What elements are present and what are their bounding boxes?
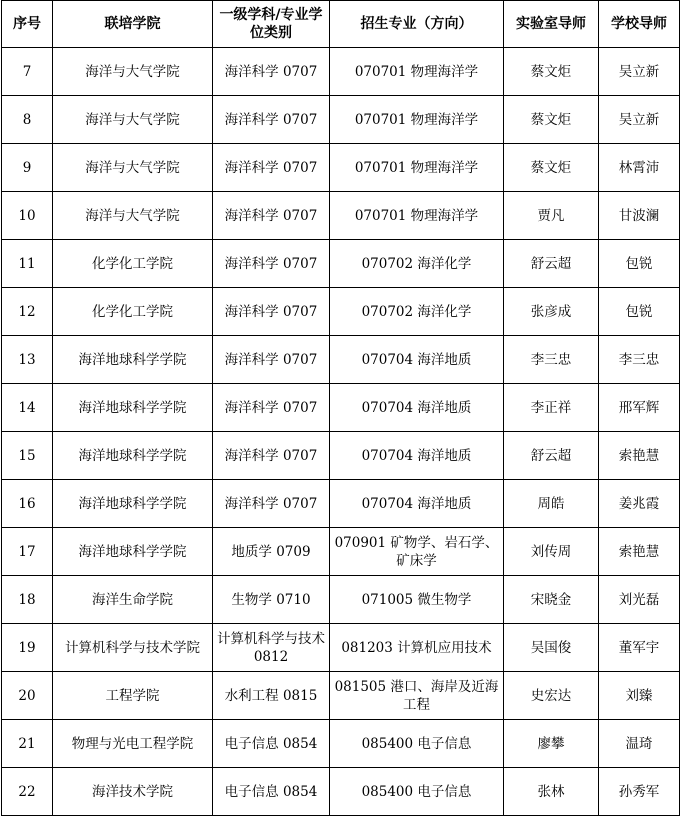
table-row (2, 720, 680, 768)
header-seq: 序号 (2, 1, 53, 48)
cell-discipline: 海洋科学 0707 (213, 192, 330, 240)
cell-lab-supervisor: 李正祥 (504, 384, 599, 432)
cell-lab-supervisor: 蔡文炬 (504, 48, 599, 96)
cell-seq: 10 (2, 192, 53, 240)
cell-school-supervisor: 邢军辉 (599, 384, 680, 432)
table-row (2, 480, 680, 528)
cell-seq: 16 (2, 480, 53, 528)
cell-school-supervisor: 董军宇 (599, 624, 680, 672)
table-row (2, 768, 680, 816)
cell-lab-supervisor: 贾凡 (504, 192, 599, 240)
cell-college: 海洋地球科学学院 (53, 480, 213, 528)
cell-lab-supervisor: 廖攀 (504, 720, 599, 768)
cell-school-supervisor: 索艳慧 (599, 528, 680, 576)
table-row (2, 672, 680, 720)
cell-major: 081203 计算机应用技术 (330, 624, 504, 672)
cell-college: 计算机科学与技术学院 (53, 624, 213, 672)
table-row (2, 144, 680, 192)
table-row (2, 48, 680, 96)
cell-seq: 15 (2, 432, 53, 480)
header-major: 招生专业（方向） (330, 1, 504, 48)
cell-lab-supervisor: 蔡文炬 (504, 96, 599, 144)
cell-college: 海洋地球科学学院 (53, 432, 213, 480)
cell-major: 081505 港口、海岸及近海工程 (330, 672, 504, 720)
cell-school-supervisor: 吴立新 (599, 48, 680, 96)
table-row (2, 576, 680, 624)
cell-lab-supervisor: 宋晓金 (504, 576, 599, 624)
cell-school-supervisor: 索艳慧 (599, 432, 680, 480)
cell-college: 工程学院 (53, 672, 213, 720)
cell-discipline: 海洋科学 0707 (213, 144, 330, 192)
table-row (2, 96, 680, 144)
cell-major: 070704 海洋地质 (330, 384, 504, 432)
cell-school-supervisor: 李三忠 (599, 336, 680, 384)
cell-college: 海洋地球科学学院 (53, 384, 213, 432)
cell-college: 海洋与大气学院 (53, 96, 213, 144)
cell-major: 070702 海洋化学 (330, 240, 504, 288)
cell-discipline: 电子信息 0854 (213, 720, 330, 768)
table-row (2, 624, 680, 672)
supervisor-table (1, 0, 680, 816)
cell-major: 070701 物理海洋学 (330, 96, 504, 144)
table-row (2, 528, 680, 576)
cell-seq: 14 (2, 384, 53, 432)
header-college: 联培学院 (53, 1, 213, 48)
cell-seq: 22 (2, 768, 53, 816)
cell-seq: 13 (2, 336, 53, 384)
cell-school-supervisor: 包锐 (599, 240, 680, 288)
table-row (2, 192, 680, 240)
cell-discipline: 海洋科学 0707 (213, 288, 330, 336)
cell-discipline: 计算机科学与技术 0812 (213, 624, 330, 672)
cell-major: 085400 电子信息 (330, 768, 504, 816)
cell-college: 海洋与大气学院 (53, 192, 213, 240)
cell-major: 071005 微生物学 (330, 576, 504, 624)
cell-discipline: 水利工程 0815 (213, 672, 330, 720)
cell-major: 070701 物理海洋学 (330, 144, 504, 192)
cell-discipline: 海洋科学 0707 (213, 336, 330, 384)
cell-major: 070901 矿物学、岩石学、矿床学 (330, 528, 504, 576)
cell-lab-supervisor: 张彦成 (504, 288, 599, 336)
cell-college: 海洋地球科学学院 (53, 336, 213, 384)
cell-college: 化学化工学院 (53, 288, 213, 336)
cell-discipline: 海洋科学 0707 (213, 432, 330, 480)
cell-school-supervisor: 孙秀军 (599, 768, 680, 816)
cell-college: 化学化工学院 (53, 240, 213, 288)
cell-discipline: 海洋科学 0707 (213, 48, 330, 96)
cell-major: 070701 物理海洋学 (330, 48, 504, 96)
cell-seq: 17 (2, 528, 53, 576)
cell-lab-supervisor: 蔡文炬 (504, 144, 599, 192)
cell-lab-supervisor: 舒云超 (504, 432, 599, 480)
table-row (2, 384, 680, 432)
cell-lab-supervisor: 刘传周 (504, 528, 599, 576)
cell-major: 070704 海洋地质 (330, 480, 504, 528)
cell-discipline: 电子信息 0854 (213, 768, 330, 816)
cell-seq: 11 (2, 240, 53, 288)
cell-seq: 12 (2, 288, 53, 336)
header-discipline: 一级学科/专业学位类别 (213, 1, 330, 48)
cell-college: 海洋与大气学院 (53, 48, 213, 96)
cell-seq: 21 (2, 720, 53, 768)
cell-discipline: 地质学 0709 (213, 528, 330, 576)
cell-lab-supervisor: 吴国俊 (504, 624, 599, 672)
cell-school-supervisor: 吴立新 (599, 96, 680, 144)
cell-major: 070701 物理海洋学 (330, 192, 504, 240)
cell-seq: 18 (2, 576, 53, 624)
cell-seq: 8 (2, 96, 53, 144)
cell-college: 海洋地球科学学院 (53, 528, 213, 576)
cell-lab-supervisor: 舒云超 (504, 240, 599, 288)
cell-seq: 7 (2, 48, 53, 96)
table-row (2, 432, 680, 480)
table-row (2, 288, 680, 336)
cell-discipline: 生物学 0710 (213, 576, 330, 624)
cell-major: 085400 电子信息 (330, 720, 504, 768)
cell-college: 海洋生命学院 (53, 576, 213, 624)
cell-lab-supervisor: 周皓 (504, 480, 599, 528)
cell-school-supervisor: 林霄沛 (599, 144, 680, 192)
cell-discipline: 海洋科学 0707 (213, 240, 330, 288)
cell-seq: 9 (2, 144, 53, 192)
cell-school-supervisor: 刘臻 (599, 672, 680, 720)
cell-discipline: 海洋科学 0707 (213, 480, 330, 528)
cell-discipline: 海洋科学 0707 (213, 96, 330, 144)
cell-major: 070704 海洋地质 (330, 432, 504, 480)
cell-school-supervisor: 温琦 (599, 720, 680, 768)
table-row (2, 336, 680, 384)
cell-school-supervisor: 甘波澜 (599, 192, 680, 240)
cell-school-supervisor: 姜兆霞 (599, 480, 680, 528)
table-body (2, 48, 680, 816)
cell-school-supervisor: 刘光磊 (599, 576, 680, 624)
cell-school-supervisor: 包锐 (599, 288, 680, 336)
table-row (2, 240, 680, 288)
cell-discipline: 海洋科学 0707 (213, 384, 330, 432)
cell-seq: 20 (2, 672, 53, 720)
cell-lab-supervisor: 李三忠 (504, 336, 599, 384)
cell-college: 海洋与大气学院 (53, 144, 213, 192)
cell-major: 070702 海洋化学 (330, 288, 504, 336)
header-school-supervisor: 学校导师 (599, 1, 680, 48)
cell-lab-supervisor: 张林 (504, 768, 599, 816)
cell-major: 070704 海洋地质 (330, 336, 504, 384)
cell-college: 海洋技术学院 (53, 768, 213, 816)
cell-college: 物理与光电工程学院 (53, 720, 213, 768)
cell-lab-supervisor: 史宏达 (504, 672, 599, 720)
cell-seq: 19 (2, 624, 53, 672)
table-header-row (2, 1, 680, 48)
header-lab-supervisor: 实验室导师 (504, 1, 599, 48)
